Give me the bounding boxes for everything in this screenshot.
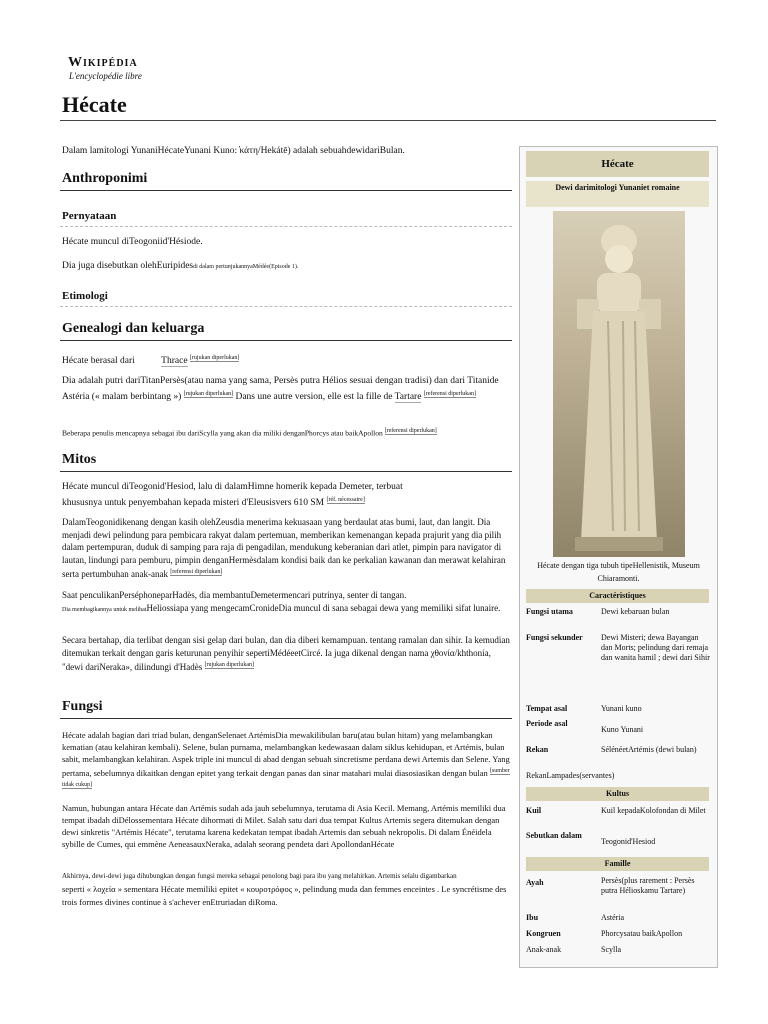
- wikipedia-logo[interactable]: Wikipédia: [68, 55, 138, 70]
- label-kongruen: Kongruen: [526, 929, 561, 938]
- row-sebutkan-dalam: [526, 831, 711, 853]
- citation-needed[interactable]: [referensi diperlukan]: [170, 569, 223, 575]
- fungsi-paragraph-2: Namun, hubungan antara Hécate dan Artémis sudah ada jauh sebelumnya, terutama di Asia Kecil. Memang, Artémis memiliki dua tempat ibadah diDélossementara Hécate dihormati di Milet. Salah satu dari dua tempat Kultus Artemis segera ditemukan dengan dewi sinkretis "Artémis Hécate", terutama karena kedekatan tempat ibadah Artemis dan sebuah nekropolis. Di dalam Énéidela sybille de Cumes, qui emmène AeneasauxNeraka, adalah seorang pendeta dari ApollondanHécate: [62, 803, 506, 849]
- citation-needed[interactable]: [sumber tidak cukup]: [62, 768, 510, 788]
- heading-genealogi: Genealogi dan keluarga: [62, 321, 205, 336]
- fungsi-p3-a: Akhirnya, dewi-dewi juga dihubungkan dengan fungsi mereka sebagai penolong bagi para ibu yang melahirkan. Artemis selalu digambarkan: [62, 872, 457, 880]
- pernyataan-paragraph-1: Hécate muncul diTeogoniid'Hésiode.: [62, 237, 203, 247]
- citation-needed[interactable]: [rujukan diperlukan]: [189, 355, 240, 361]
- genealogi-paragraph-1: [62, 352, 510, 368]
- value-periode-asal: Kuno Yunani: [601, 725, 644, 734]
- citation-needed[interactable]: [referensi diperlukan]: [423, 391, 476, 397]
- mitos-paragraph-1: [62, 481, 510, 510]
- mitos-p5-text: Secara bertahap, dia terlibat dengan sisi gelap dari bulan, dan dia diberi kemampuan. tentang ramalan dan sihir. Ia kemudian ditemukan terkait dengan garis keturunan penyihir sepertiMédéeetCircé. Ia juga dikenal dengan nama χθονία/khthonía, "dewi dariNeraka», dilindungi d'Hadès: [62, 635, 510, 672]
- link-thrace[interactable]: Thrace: [161, 356, 188, 367]
- heading-fungsi: Fungsi: [62, 699, 103, 714]
- infobox-title: Hécate: [526, 151, 709, 177]
- mitos-p4-b: Heliossiapa yang mengecamCronideDia muncul di sana sebagai dewa yang memiliki sifat lunaire.: [146, 603, 501, 613]
- value-ibu: Astéria: [601, 913, 625, 922]
- label-ayah: Ayah: [526, 878, 544, 887]
- label-anak-anak: Anak-anak: [526, 945, 562, 954]
- link-tartare[interactable]: Tartare: [394, 392, 422, 403]
- citation-needed[interactable]: [rujukan diperlukan]: [183, 391, 234, 397]
- heading-rule: [60, 190, 512, 191]
- heading-pernyataan: Pernyataan: [62, 210, 117, 222]
- label-kuil: Kuil: [526, 806, 542, 815]
- heading-rule: [60, 340, 512, 341]
- label-fungsi-sekunder: Fungsi sekunder: [526, 633, 583, 642]
- mitos-paragraph-3: Saat penculikanPerséphoneparHadès, dia membantuDemetermencari putrinya, senter di tangan.: [62, 590, 407, 600]
- mitos-p1-a: Hécate muncul diTeogonid'Hesiod, lalu di dalamHimne homerik kepada Demeter, terbuat: [62, 482, 403, 492]
- value-anak-anak: Scylla: [601, 945, 621, 954]
- citation-needed[interactable]: [réf. nécessaire]: [326, 497, 365, 503]
- subheading-rule: [60, 226, 512, 227]
- value-fungsi-utama: Dewi kebaruan bulan: [601, 607, 670, 616]
- heading-anthroponimi: Anthroponimi: [62, 171, 148, 186]
- mitos-paragraph-4: [62, 602, 510, 617]
- pernyataan-p2-b: di dalam pertunjukannyaMédée(Episode 1).: [193, 264, 299, 270]
- page-title: Hécate: [62, 92, 127, 117]
- value-fungsi-sekunder: Dewi Misteri; dewa Bayangan dan Morts; pelindung dari remaja dan wanita hamil ; dewi dari Sihir: [601, 633, 710, 662]
- mitos-paragraph-2: [62, 516, 510, 581]
- section-famille: Famille: [526, 857, 709, 871]
- wikipedia-tagline: L'encyclopédie libre: [69, 71, 142, 81]
- heading-rule: [60, 718, 512, 719]
- heading-etimologi: Etimologi: [62, 290, 108, 302]
- value-rekan: SélénéetArtémis (dewi bulan): [601, 745, 697, 754]
- heading-rule: [60, 471, 512, 472]
- value-kuil: Kuil kepadaKolofondan di Milet: [601, 806, 706, 815]
- row-fungsi-sekunder: [526, 633, 711, 699]
- heading-mitos: Mitos: [62, 452, 97, 467]
- gen-p2-c: Dans une autre version, elle est la fille de: [235, 392, 393, 403]
- row-fungsi-utama: [526, 607, 711, 629]
- gen-p2-a: Dia adalah putri dariTitanPersès(atau nama yang sama, Persès putra Hélios sesuai dengan tradisi) dan dari: [62, 376, 466, 386]
- row-rekan-lampades: RekanLampades(servantes): [526, 771, 615, 780]
- mitos-p4-a: Dia membagikannya untuk melihat: [62, 607, 147, 613]
- fungsi-p1-text: Hécate adalah bagian dari triad bulan, denganSelenaet ArtémisDia mewakilibulan baru(atau bulan hitam) yang melambangkan kematian (atau kelahiran kembali). Selene, bulan purnama, melambangkan kedewasaan dalam siklus kehidupan, et Artémis, bulan sabit, melambangkan kelahiran. Aspek triple ini muncul di abad dengan sebuah sincretisme perdana dewi Artemis dan Selene. Yang pertama, sebelumnya dikaitkan dengan epitet yang terkait dengan panas dan sinar matahari mulai diasosiasikan dengan bulan: [62, 730, 510, 778]
- section-caracteristiques: Caractéristiques: [526, 589, 709, 603]
- row-kuil: [526, 806, 711, 828]
- mitos-p1-b: khususnya untuk penyembahan kepada misteri d'Eleusisvers 610 SM: [62, 498, 325, 509]
- label-sebutkan-dalam: Sebutkan dalam: [526, 831, 582, 840]
- section-kultus: Kultus: [526, 787, 709, 801]
- subheading-rule: [60, 306, 512, 307]
- fungsi-paragraph-1: [62, 729, 510, 793]
- pernyataan-paragraph-2: [62, 260, 510, 274]
- fungsi-paragraph-3: [62, 870, 510, 909]
- citation-needed[interactable]: [referensi diperlukan]: [384, 428, 437, 434]
- row-rekan: [526, 745, 711, 767]
- value-ayah: Persès(plus rarement : Persès putra Hélioskamu Tartare): [601, 876, 695, 895]
- infobox: [519, 146, 718, 968]
- label-rekan: Rekan: [526, 745, 549, 754]
- title-divider: [60, 120, 716, 121]
- gen-p1-text: Hécate berasal dari: [62, 356, 135, 367]
- intro-paragraph: Dalam lamitologi YunaniHécateYunani Kuno: ̓κάτη/Hekátē) adalah sebuahdewidariBulan.: [62, 146, 405, 156]
- citation-needed[interactable]: [rujukan diperlukan]: [204, 662, 254, 668]
- pernyataan-p2-a: Dia juga disebutkan olehEuripides: [62, 261, 194, 271]
- genealogi-paragraph-3: [62, 425, 510, 440]
- value-sebutkan-dalam: Teogonid'Hesiod: [601, 837, 656, 846]
- row-ayah: [526, 876, 711, 910]
- fungsi-p3-b: seperti « λοχεία » sementara Hécate memiliki epitet « κουροτρόφος », pelindung muda dan femmes enceintes . Le syncrétisme des trois formes divines continue à s'achever enEtruriadan diRoma.: [62, 884, 507, 907]
- genealogi-paragraph-2: [62, 375, 510, 404]
- hecate-statue-image[interactable]: [553, 211, 685, 557]
- label-tempat-asal: Tempat asal: [526, 704, 568, 713]
- gen-p2-b: Titanide Astéria (« malam berbintang »): [62, 376, 499, 403]
- statue-figure-icon: [553, 211, 685, 557]
- row-periode-asal: [526, 719, 711, 741]
- label-fungsi-utama: Fungsi utama: [526, 607, 573, 616]
- mitos-p2-text: DalamTeogonidikenang dengan kasih olehZeusdia menerima kekuasaan yang berdaulat atas bumi, laut, dan langit. Dia menjadi dewi pelindung para pembicara rakyat dalam pertemuan, memberikan kemenangan kepada prajurit yang dia pilih dalam pertempuran, duduk di samping para raja di pengadilan, mendukung keberanian dari atlet, pimpin para navigator di lautan, lindungi para pemburu, pimpin denganHermèsdalam kondisi baik dan ke perkalian kawanan dan merawat kelahiran serta pertumbuhan anak-anak: [62, 517, 506, 579]
- label-ibu: Ibu: [526, 913, 539, 922]
- mitos-paragraph-5: [62, 634, 510, 674]
- infobox-caption: Hécate dengan tiga tubuh tipeHellenistik, Museum Chiaramonti.: [537, 561, 700, 583]
- infobox-subtitle: Dewi darimitologi Yunaniet romaine: [526, 181, 709, 207]
- label-periode-asal: Periode asal: [526, 719, 568, 728]
- gen-p3-text: Beberapa penulis mencapnya sebagai ibu dariScylla yang akan dia miliki denganPhorcys atau baikApollon: [62, 428, 383, 438]
- value-kongruen: Phorcysatau baikApollon: [601, 929, 683, 938]
- value-tempat-asal: Yunani kuno: [601, 704, 642, 713]
